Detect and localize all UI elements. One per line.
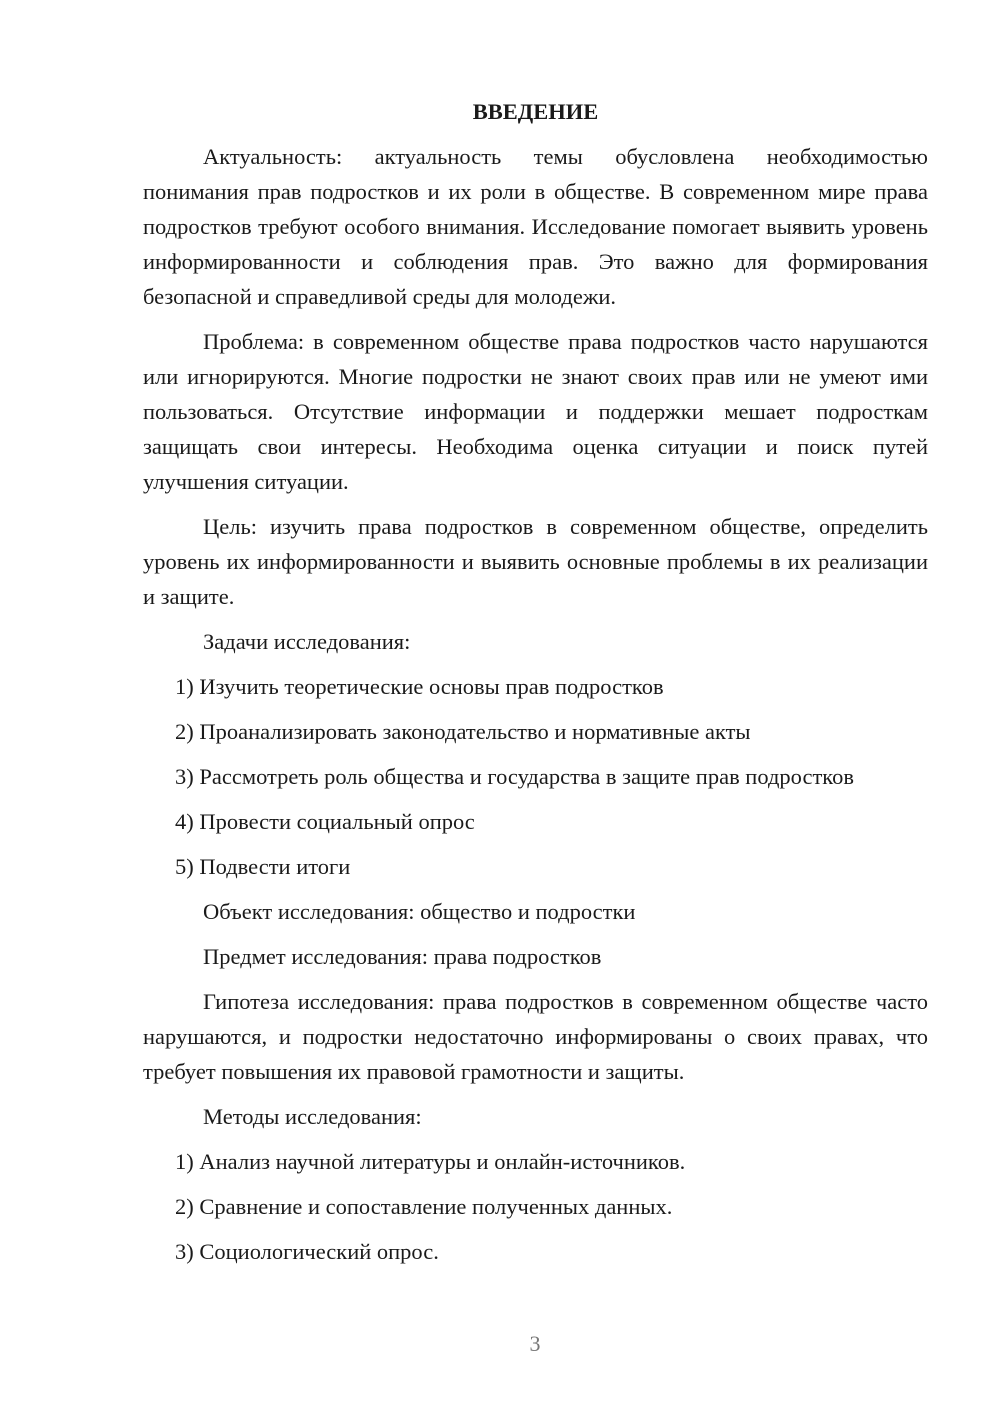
object-line: Объект исследования: общество и подростки xyxy=(203,899,636,924)
method-item-1: 1) Анализ научной литературы и онлайн-источников. xyxy=(175,1149,686,1174)
hypothesis-paragraph: Гипотеза исследования: права подростков в современном обществе часто нарушаются, и подростки недостаточно информированы о своих правах, что требует повышения их правовой грамотности и защиты. xyxy=(143,989,928,1084)
subject-line: Предмет исследования: права подростков xyxy=(203,944,602,969)
page-number: 3 xyxy=(529,1331,541,1356)
section-heading: ВВЕДЕНИЕ xyxy=(472,99,599,124)
task-item-2: 2) Проанализировать законодательство и нормативные акты xyxy=(175,719,751,744)
task-item-4: 4) Провести социальный опрос xyxy=(175,809,475,834)
task-item-1: 1) Изучить теоретические основы прав подростков xyxy=(175,674,664,699)
tasks-title: Задачи исследования: xyxy=(203,629,411,654)
document-body xyxy=(143,94,928,1279)
task-item-3: 3) Рассмотреть роль общества и государства в защите прав подростков xyxy=(175,764,854,789)
method-item-2: 2) Сравнение и сопоставление полученных данных. xyxy=(175,1194,673,1219)
methods-title: Методы исследования: xyxy=(203,1104,422,1129)
method-item-3: 3) Социологический опрос. xyxy=(175,1239,439,1264)
problem-paragraph: Проблема: в современном обществе права подростков часто нарушаются или игнорируются. Многие подростки не знают своих прав или не умеют ими пользоваться. Отсутствие информации и поддержки мешает подросткам защищать свои интересы. Необходима оценка ситуации и поиск путей улучшения ситуации. xyxy=(143,329,928,494)
task-item-5: 5) Подвести итоги xyxy=(175,854,351,879)
relevance-paragraph: Актуальность: актуальность темы обусловлена необходимостью понимания прав подростков и их роли в обществе. В современном мире права подростков требуют особого внимания. Исследование помогает выявить уровень информированности и соблюдения прав. Это важно для формирования безопасной и справедливой среды для молодежи. xyxy=(143,144,928,309)
goal-paragraph: Цель: изучить права подростков в современном обществе, определить уровень их информированности и выявить основные проблемы в их реализации и защите. xyxy=(143,514,928,609)
